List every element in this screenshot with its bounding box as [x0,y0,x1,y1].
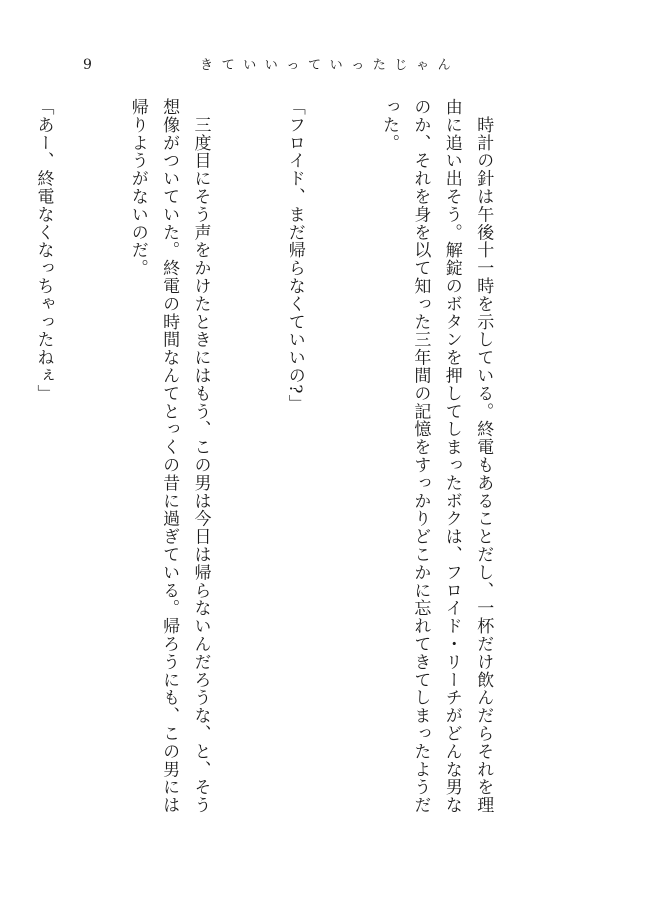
paragraph: 「フロイド、まだ帰らなくていいの?」 [284,98,305,413]
paragraph: 時計の針は午後十一時を示している。終電もあることだし、一杯だけ飲んだらそれを理由に追い出そう。解錠のボタンを押してしまったボクは、フロイド・リーチがどんな男なのか、それを身を以て知った三年間の記憶をすっかりどこかに忘れてきてしまったようだった。 [378,98,494,814]
paragraph: 三度目にそう声をかけたときにはもう、この男は今日は帰らないんだろうな、と、そう想像がついていた。終電の時間なんてとっくの昔に過ぎている。帰ろうにも、この男には帰りようがないのだ。 [127,98,211,814]
running-title: きていいっていったじゃん [200,58,460,73]
page-number: 9 [83,57,92,73]
paragraph: 「あー、終電なくなっちゃったねぇ」 [33,98,54,403]
body-text [33,98,561,818]
